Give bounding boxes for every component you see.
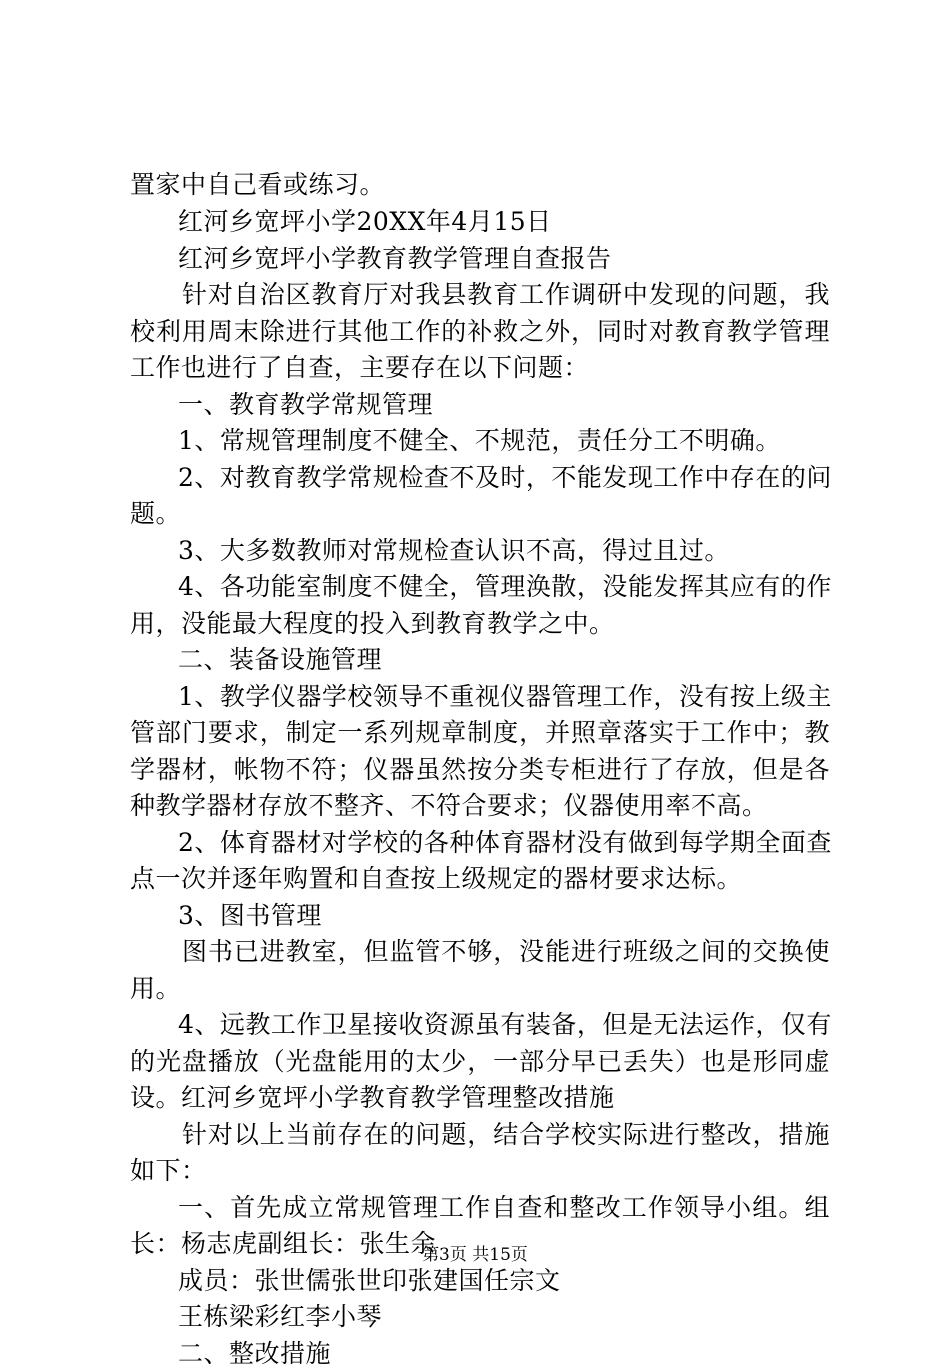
- text-line-31: 成员：张世儒张世印张建国任宗文: [178, 1266, 561, 1295]
- section-heading-1: 一、教育教学常规管理: [178, 390, 434, 419]
- text-line-15: 1、教学仪器学校领导不重视仪器管理工作，没有按上级主: [178, 682, 832, 711]
- text-line-28: 如下：: [130, 1156, 207, 1185]
- text-line-9: 2、对教育教学常规检查不及时，不能发现工作中存在的问: [178, 463, 832, 492]
- text-line-6: 工作也进行了自查，主要存在以下问题：: [130, 353, 590, 382]
- text-line-12: 4、各功能室制度不健全，管理涣散，没能发挥其应有的作: [178, 572, 832, 601]
- text-line-8: 1、常规管理制度不健全、不规范，责任分工不明确。: [178, 426, 781, 455]
- text-line-24: 4、远教工作卫星接收资源虽有装备，但是无法运作，仅有: [178, 1010, 832, 1039]
- text-line-22: 图书已进教室，但监管不够，没能进行班级之间的交换使: [182, 937, 830, 966]
- text-line-27: 针对以上当前存在的问题，结合学校实际进行整改，措施: [182, 1120, 830, 1149]
- section-heading-4: 二、整改措施: [178, 1339, 332, 1368]
- text-line-1: 置家中自己看或练习。: [130, 170, 386, 199]
- text-line-30: 长：杨志虎副组长：张生余: [130, 1229, 437, 1258]
- text-line-5: 校利用周末除进行其他工作的补救之外，同时对教育教学管理: [130, 317, 830, 346]
- text-line-32: 王栋梁彩红李小琴: [178, 1302, 383, 1331]
- text-line-23: 用。: [130, 974, 182, 1003]
- text-line-4: 针对自治区教育厅对我县教育工作调研中发现的问题，我: [182, 280, 830, 309]
- section-heading-2: 二、装备设施管理: [178, 645, 383, 674]
- text-line-26: 设。红河乡宽坪小学教育教学管理整改措施: [130, 1083, 615, 1112]
- page-number-footer: 第3页 共15页: [422, 1245, 528, 1265]
- text-line-17: 学器材，帐物不符；仪器虽然按分类专柜进行了存放，但是各: [130, 755, 830, 784]
- text-line-11: 3、大多数教师对常规检查认识不高，得过且过。: [178, 536, 730, 565]
- text-line-20: 点一次并逐年购置和自查按上级规定的器材要求达标。: [130, 864, 743, 893]
- text-line-16: 管部门要求，制定一系列规章制度，并照章落实于工作中；教: [130, 718, 830, 747]
- text-line-19: 2、体育器材对学校的各种体育器材没有做到每学期全面查: [178, 828, 832, 857]
- report-title: 红河乡宽坪小学教育教学管理自查报告: [178, 244, 612, 273]
- text-line-18: 种教学器材存放不整齐、不符合要求；仪器使用率不高。: [130, 791, 768, 820]
- text-line-10: 题。: [130, 499, 182, 528]
- text-line-2: 红河乡宽坪小学20XX年4月15日: [178, 207, 552, 236]
- text-line-25: 的光盘播放（光盘能用的太少，一部分早已丢失）也是形同虚: [130, 1047, 830, 1076]
- section-heading-3: 3、图书管理: [178, 901, 322, 930]
- text-line-29: 一、首先成立常规管理工作自查和整改工作领导小组。组: [178, 1193, 830, 1222]
- text-line-13: 用，没能最大程度的投入到教育教学之中。: [130, 609, 615, 638]
